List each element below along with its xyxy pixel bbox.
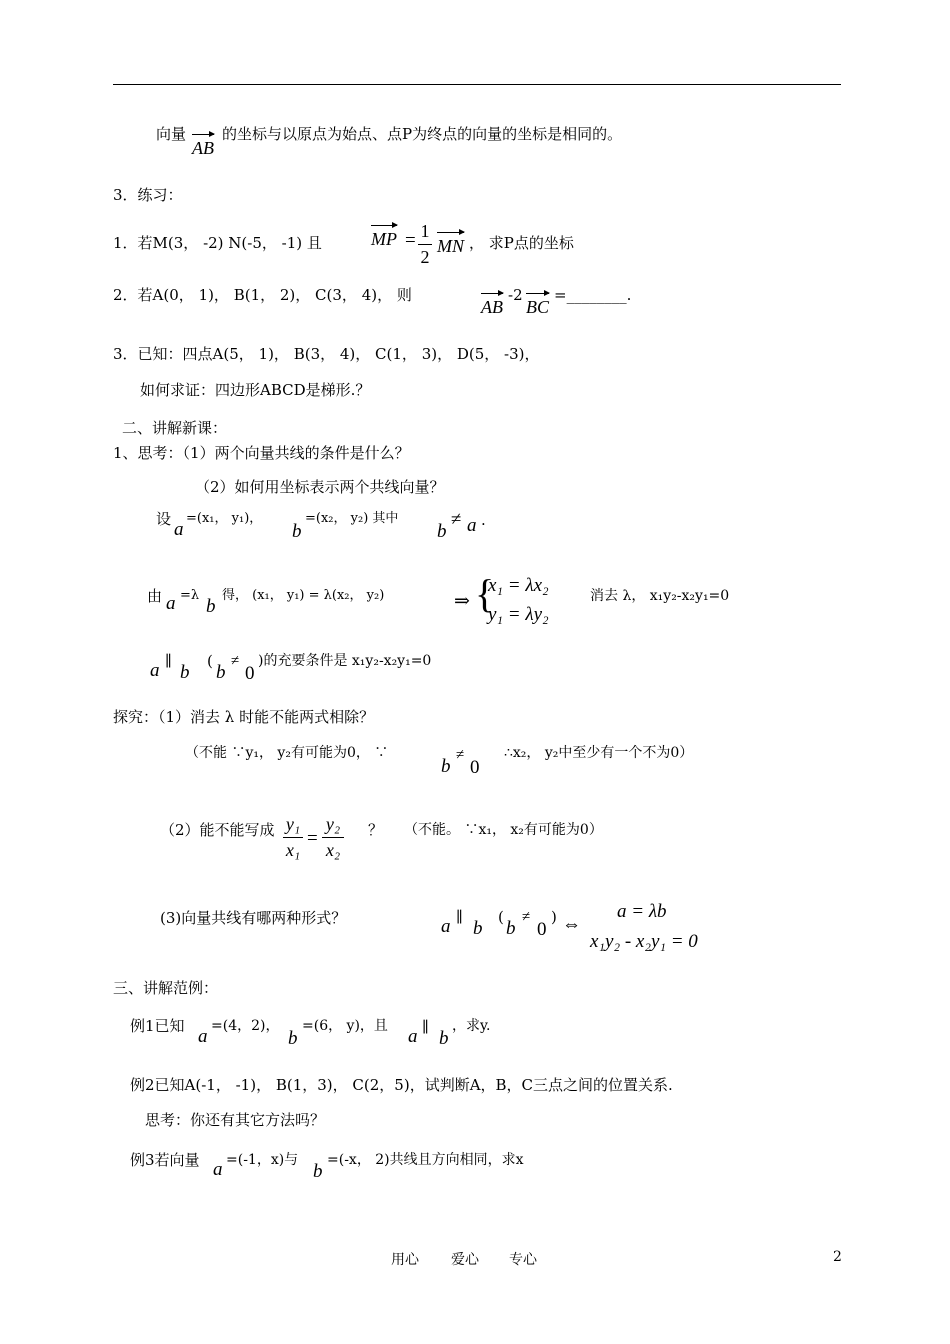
derive-t1: 由: [147, 587, 163, 605]
vector-ab-2: AB: [481, 297, 503, 318]
neq-sign-3: ≠: [456, 747, 465, 763]
footer-left: 用心: [391, 1252, 419, 1268]
intro-line: [156, 124, 622, 144]
ex3-t1: 例3若向量: [130, 1151, 200, 1169]
intro-suffix: 的坐标与以原点为始点、点P为终点的向量的坐标是相同的。: [222, 125, 623, 143]
ex1-t2: =(4，2)，: [211, 1018, 280, 1034]
neq-sign-4: ≠: [522, 909, 531, 925]
explore-q2-t3: （不能。 ∵x₁， x₂有可能为0）: [404, 822, 603, 838]
q3-close: ): [551, 908, 557, 926]
practice-heading: 3．练习：: [113, 186, 183, 204]
zero-vector: 0: [245, 663, 255, 684]
zero-vector-3: 0: [537, 919, 547, 940]
symbol-a-7: a: [408, 1026, 418, 1047]
practice-q2-mid: -2: [508, 286, 523, 304]
ex1-t4: ，求y.: [452, 1018, 491, 1034]
parallel-sign: ∥: [165, 654, 172, 670]
practice-q3-line2: 如何求证：四边形ABCD是梯形.？: [140, 381, 371, 399]
ex-think: 思考：你还有其它方法吗？: [145, 1111, 326, 1129]
setup-b-coords: =(x₂， y₂) 其中: [305, 511, 399, 526]
think-2: （2）如何用坐标表示两个共线向量？: [195, 478, 445, 496]
symbol-b: b: [292, 521, 302, 542]
fraction-y2-x2: y₂ x₂: [322, 814, 344, 861]
practice-q1-suffix: ， 求P点的坐标: [469, 234, 574, 252]
vector-mn: MN: [437, 236, 464, 257]
formula-cross: x₁y₂ - x₂y₁ = 0: [590, 931, 698, 952]
ex3-t3: =(-x， 2)共线且方向相同，求x: [327, 1152, 524, 1168]
symbol-a-3: a: [166, 593, 176, 614]
q3-open: (: [498, 908, 504, 926]
symbol-b-6: b: [441, 756, 451, 777]
equals-sign-2: =: [307, 828, 318, 849]
equals-sign: =: [405, 230, 416, 251]
symbol-a-4: a: [150, 660, 160, 681]
setup-line: 设: [156, 510, 172, 528]
symbol-b-9: b: [288, 1028, 298, 1049]
symbol-b-3: b: [206, 596, 216, 617]
header-rule: [113, 84, 841, 85]
ex1-t3: =(6， y)，且: [302, 1018, 388, 1034]
symbol-a-6: a: [198, 1026, 208, 1047]
symbol-b-4: b: [180, 662, 190, 683]
symbol-a-8: a: [213, 1159, 223, 1180]
footer-mid: 爱心: [451, 1252, 479, 1268]
cond-open: (: [207, 652, 213, 670]
practice-q2-prefix: 2．若A(0， 1)， B(1， 2)， C(3， 4)， 则: [113, 286, 412, 304]
zero-vector-2: 0: [470, 757, 480, 778]
explore-a1-t2: ∴x₂， y₂中至少有一个不为0）: [504, 745, 694, 761]
system-eq2: y₁ = λy₂: [488, 604, 549, 625]
derive-t3: 得， (x₁， y₁) = λ(x₂， y₂): [222, 588, 385, 603]
intro-prefix: 向量: [156, 125, 187, 143]
footer-right: 专心: [509, 1252, 537, 1268]
symbol-b-5: b: [216, 662, 226, 683]
ex1-t1: 例1已知: [130, 1017, 185, 1035]
symbol-a: a: [174, 519, 184, 540]
symbol-a-5: a: [441, 916, 451, 937]
fraction-y1-x1: y₁ x₁: [283, 814, 303, 861]
cond-text: )的充要条件是 x₁y₂-x₂y₁=0: [258, 653, 432, 669]
iff-sign: ⇔: [562, 914, 581, 935]
formula-lambda: a = λb: [617, 901, 667, 922]
setup-a-coords: =(x₁， y₁)，: [186, 511, 263, 526]
symbol-b-10: b: [439, 1028, 449, 1049]
neq-sign-2: ≠: [231, 653, 240, 669]
explore-q1: 探究：（1）消去 λ 时能不能两式相除？: [113, 708, 375, 726]
parallel-sign-3: ∥: [422, 1020, 429, 1036]
explore-q2-t1: （2）能不能写成: [160, 821, 275, 839]
practice-q1-prefix: 1．若M(3， -2) N(-5， -1) 且: [113, 234, 322, 252]
symbol-b-7: b: [473, 918, 483, 939]
neq-sign: ≠: [451, 509, 462, 530]
vector-mp: MP: [371, 229, 397, 250]
system-brace: {: [475, 571, 495, 616]
think-1: 1、思考：（1）两个向量共线的条件是什么？: [113, 444, 410, 462]
vector-bc: BC: [526, 297, 549, 318]
derive-t2: =λ: [180, 588, 200, 603]
symbol-b-8: b: [506, 918, 516, 939]
page-number: 2: [833, 1249, 842, 1265]
symbol-b-2: b: [437, 521, 447, 542]
derive-t4: 消去 λ， x₁y₂-x₂y₁=0: [590, 588, 730, 604]
parallel-sign-2: ∥: [456, 910, 463, 926]
section3-heading: 三、讲解范例：: [113, 979, 219, 997]
fraction-half: 1 2: [418, 221, 432, 268]
practice-q2-suffix: =________.: [554, 286, 632, 304]
explore-q3-t1: (3)向量共线有哪两种形式？: [160, 909, 347, 927]
implies-sign: ⇒: [454, 591, 470, 612]
section2-heading: 二、讲解新课：: [122, 419, 228, 437]
system-eq1: x₁ = λx₂: [488, 575, 549, 596]
explore-q2-t2: ？: [368, 821, 384, 839]
ex3-t2: =(-1，x)与: [226, 1152, 299, 1168]
ex2: 例2已知A(-1， -1)， B(1，3)， C(2，5)，试判断A，B，C三点之间的位置关系.: [130, 1076, 673, 1094]
practice-q3-line1: 3．已知：四点A(5， 1)， B(3， 4)， C(1， 3)， D(5， -3)，: [113, 345, 540, 363]
explore-a1-t1: （不能 ∵y₁， y₂有可能为0， ∵: [185, 745, 389, 761]
vector-ab: AB: [192, 138, 214, 159]
symbol-a-2: a: [467, 515, 477, 536]
setup-end: .: [481, 511, 486, 529]
symbol-b-11: b: [313, 1161, 323, 1182]
